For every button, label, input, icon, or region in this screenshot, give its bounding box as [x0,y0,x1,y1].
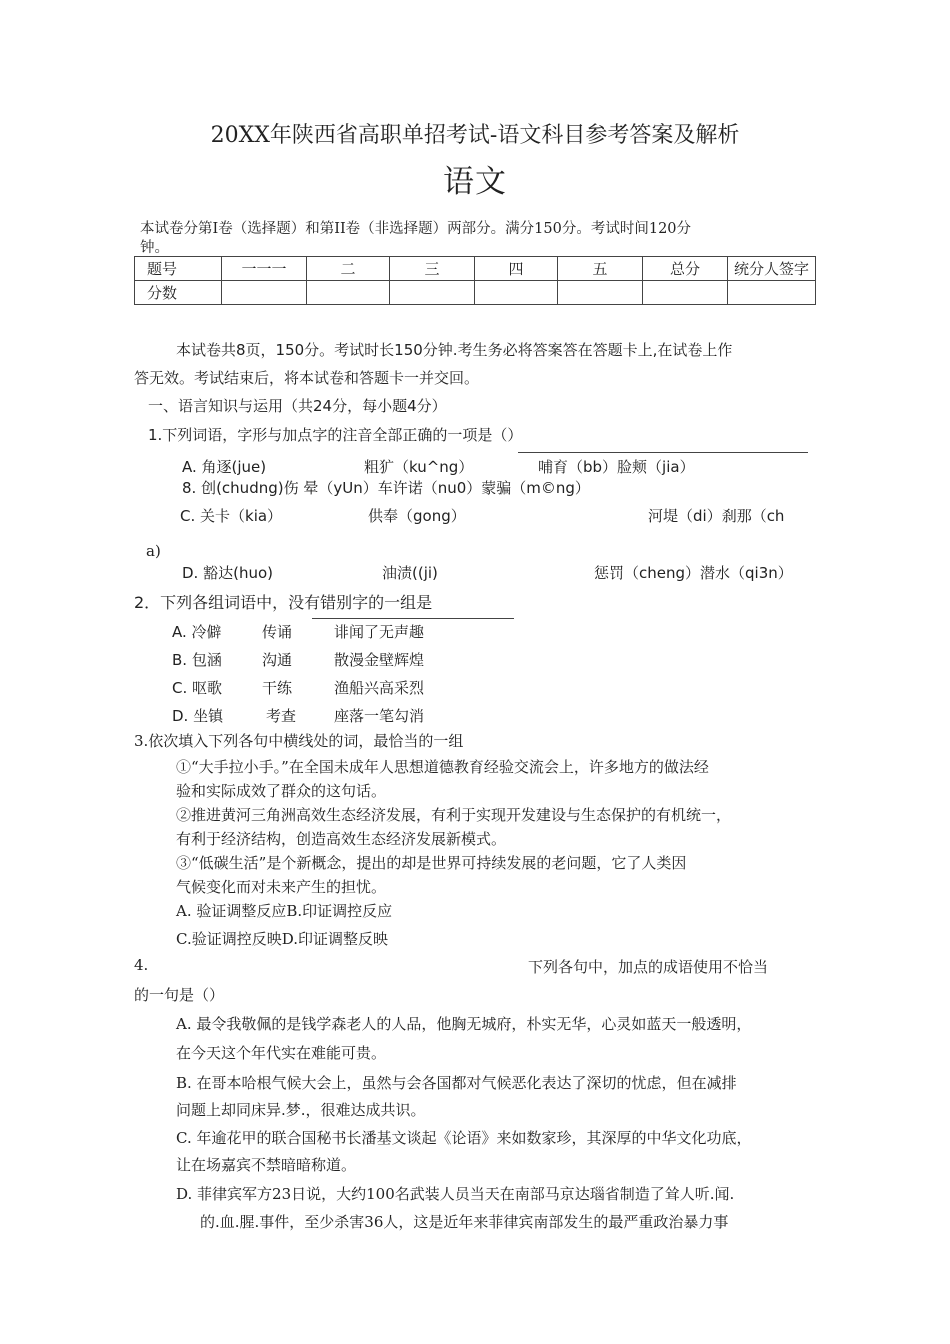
question-4-stem-line-2: 的一句是（） [134,986,225,1004]
score-table-score-row [135,281,816,305]
question-4-number: 4. [134,956,149,974]
table-header-cell: 二 [307,257,390,281]
table-header-cell: 题号 [135,257,222,281]
q2-option-d-1: D. 坐镇 [172,707,224,725]
question-4-stem: 下列各句中，加点的成语使用不恰当 [528,958,769,976]
intro-line-1: 本试卷分第I卷（选择题）和第II卷（非选择题）两部分。满分150分。考试时间120分 [140,221,692,237]
intro-line-2: 钟。 [140,240,169,256]
document-title: 20XX年陕西省高职单招考试-语文科目参考答案及解析 [210,123,740,148]
table-header-cell: 五 [558,257,643,281]
q1-option-a-word2: 粗犷（ku^ng） [364,458,474,476]
q1-option-c-wrap: a) [146,542,161,560]
q2-option-b-3: 散漫金壁辉煌 [334,651,425,669]
q2-option-a-2: 传诵 [262,623,293,641]
q2-option-d-2: 考查 [266,707,297,725]
q1-option-a-word3: 哺育（bb）脸颊（jia） [538,458,695,476]
table-header-cell: 统分人签字 [728,257,816,281]
q4-option-c-line-2: 让在场嘉宾不禁暗暗称道。 [176,1156,357,1174]
score-table [134,256,816,305]
underline-rule [312,618,514,619]
q4-option-d-line-2: 的.血.腥.事件，至少杀害36人，这是近年来菲律宾南部发生的最严重政治暴力事 [200,1213,729,1231]
q4-option-a-line-2: 在今天这个年代实在难能可贵。 [176,1044,387,1062]
q3-sentence-1-line-2: 验和实际成效了群众的这句话。 [176,782,387,800]
q4-option-d-line-1: D. 菲律宾军方23日说，大约100名武装人员当天在南部马京达瑙省制造了耸人听.闻. [176,1185,735,1203]
table-header-cell: 三 [390,257,475,281]
notice-line-1: 本试卷共8页，150分。考试时长150分钟.考生务必将答案答在答题卡上,在试卷上作 [176,341,733,359]
q3-sentence-3-line-2: 气候变化而对未来产生的担忧。 [176,878,387,896]
q3-sentence-3-line-1: ③“低碳生活”是个新概念，提出的却是世界可持续发展的老问题，它了人类因 [176,854,687,872]
score-cell [728,281,816,305]
q2-option-a-1: A. 冷僻 [172,623,222,641]
score-cell [390,281,475,305]
q2-option-b-1: B. 包涵 [172,651,222,669]
question-1-stem: 1.下列词语，字形与加点字的注音全部正确的一项是（） [148,426,523,444]
q1-option-c-word3: 河堤（di）刹那（ch [648,507,785,525]
q1-option-a-word1: A. 角逐(jue) [182,458,267,476]
score-cell [558,281,643,305]
q4-option-a-line-1: A. 最令我敬佩的是钱学森老人的人品，他胸无城府，朴实无华，心灵如蓝天一般透明， [176,1015,752,1033]
q3-options-cd: C.验证调控反映D.印证调整反映 [176,930,388,948]
table-header-cell: 四 [475,257,558,281]
subject-title: 语文 [443,164,507,200]
score-cell [222,281,307,305]
q3-sentence-1-line-1: ①“大手拉小手。”在全国未成年人思想道德教育经验交流会上，许多地方的做法经 [176,758,709,776]
score-cell [643,281,728,305]
q2-option-a-3: 诽闻了无声趣 [334,623,425,641]
q3-sentence-2-line-1: ②推进黄河三角洲高效生态经济发展，有利于实现开发建设与生态保护的有机统一， [176,806,732,824]
q1-option-d-word2: 油渍((ji) [382,564,438,582]
score-cell [475,281,558,305]
question-2-stem: 2．下列各组词语中，没有错别字的一组是 [134,593,433,612]
q3-sentence-2-line-2: 有利于经济结构，创造高效生态经济发展新模式。 [176,830,507,848]
table-row-label: 分数 [135,281,222,305]
q4-option-b-line-2: 问题上却同床异.梦.，很难达成共识。 [176,1101,426,1119]
q1-option-d-word1: D. 豁达(huo) [182,564,273,582]
table-header-cell: 一一一 [222,257,307,281]
q2-option-d-3: 座落一笔勾消 [334,707,425,725]
q1-option-c-word2: 供奉（gong） [368,507,466,525]
notice-line-2: 答无效。考试结束后，将本试卷和答题卡一并交回。 [134,369,480,387]
score-cell [307,281,390,305]
score-table-header-row [135,257,816,281]
q2-option-c-2: 干练 [262,679,293,697]
q1-option-c-word1: C. 关卡（kia） [180,507,283,525]
q4-option-b-line-1: B. 在哥本哈根气候大会上，虽然与会各国都对气候恶化表达了深切的忧虑，但在减排 [176,1074,737,1092]
q1-option-b: 8. 创(chudng)伤 晕（yUn）车许诺（nu0）蒙骗（m©ng） [182,479,590,497]
q2-option-b-2: 沟通 [262,651,293,669]
table-header-cell: 总分 [643,257,728,281]
q1-option-d-word3: 惩罚（cheng）潜水（qi3n） [594,564,793,582]
q2-option-c-1: C. 呕歌 [172,679,223,697]
underline-rule [518,452,808,453]
q4-option-c-line-1: C. 年逾花甲的联合国秘书长潘基文谈起《论语》来如数家珍，其深厚的中华文化功底， [176,1129,752,1147]
q2-option-c-3: 渔船兴高采烈 [334,679,425,697]
question-3-stem: 3.依次填入下列各句中横线处的词，最恰当的一组 [134,732,464,750]
q3-options-ab: A. 验证调整反应B.印证调控反应 [176,902,393,920]
section-heading: 一、语言知识与运用（共24分，每小题4分） [148,397,447,415]
